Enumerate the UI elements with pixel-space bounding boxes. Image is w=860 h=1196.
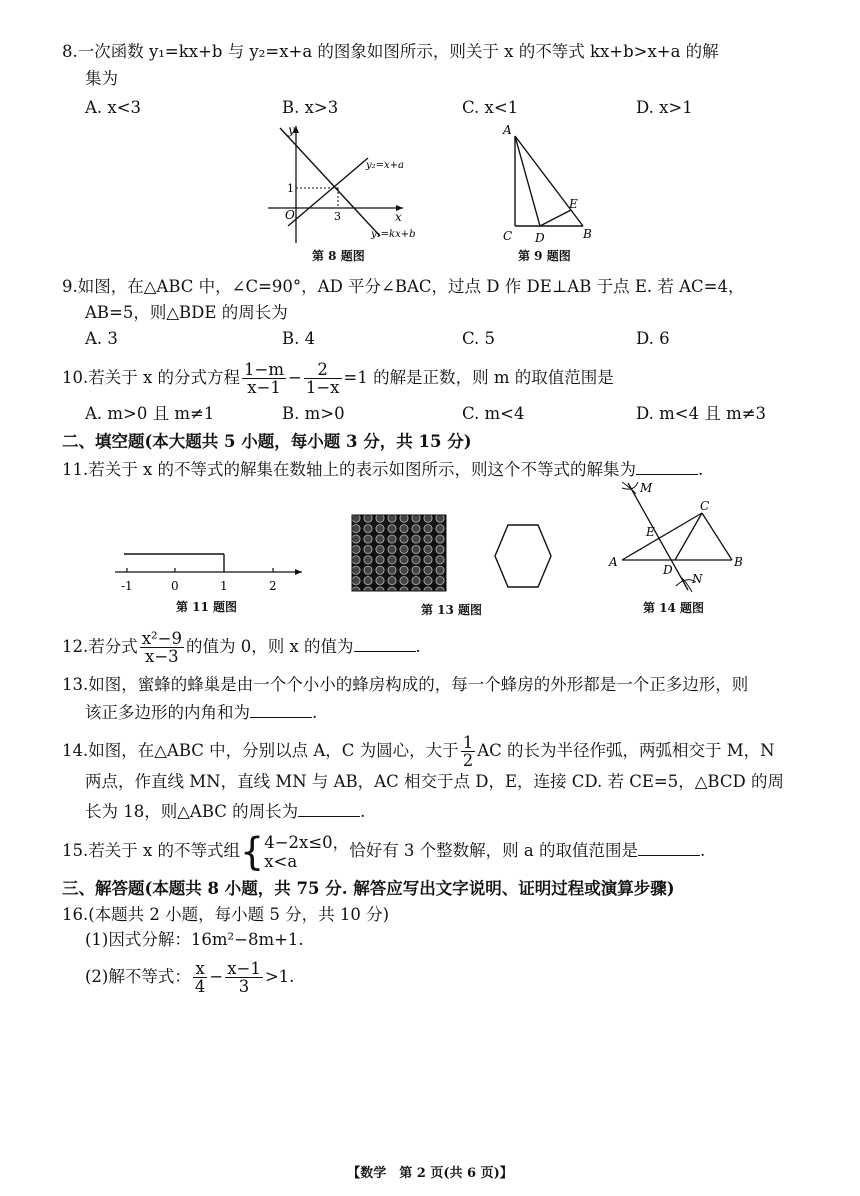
- q14-line1: [62, 733, 775, 769]
- q16-part1: (1)因式分解：16m²−8m+1.: [85, 930, 304, 949]
- q8-axis-x: x: [395, 210, 402, 224]
- q8-caption: 第 8 题图: [312, 249, 365, 263]
- q14-answer-blank[interactable]: [298, 802, 360, 817]
- q8-axis-y: y: [288, 123, 295, 137]
- q11-text: 11.若关于 x 的不等式的解集在数轴上的表示如图所示，则这个不等式的解集为: [62, 460, 637, 479]
- q8-line2: 集为: [85, 69, 118, 88]
- q8-label-y2: y₂=x+a: [366, 160, 405, 171]
- q16-fraction-2: [225, 960, 263, 995]
- q10-fraction-2: [304, 361, 342, 396]
- q10-suffix: =1 的解是正数，则 m 的取值范围是: [343, 368, 614, 387]
- q8-line1: 8.一次函数 y₁=kx+b 与 y₂=x+a 的图象如图所示，则关于 x 的不等式 kx+b>x+a 的解: [62, 42, 719, 61]
- q14-l1-prefix: 14.如图，在△ABC 中，分别以点 A，C 为圆心，大于: [62, 741, 459, 760]
- q12-den: x−3: [145, 647, 179, 666]
- q14-label-a: A: [609, 555, 618, 569]
- q13-answer-blank[interactable]: [250, 703, 312, 718]
- q9-label-d: D: [535, 231, 545, 244]
- q13-line2-text: 该正多边形的内角和为: [85, 703, 250, 722]
- q16-head: 16.(本题共 2 小题，每小题 5 分，共 10 分): [62, 905, 390, 924]
- q16-f1-num: x: [193, 960, 208, 978]
- q11-end: .: [698, 460, 704, 479]
- q11-caption: 第 11 题图: [176, 600, 238, 614]
- q14-label-n: N: [692, 572, 703, 586]
- q15-ineq2: x<a: [264, 851, 298, 871]
- q9-line1: 9.如图，在△ABC 中，∠C=90°，AD 平分∠BAC，过点 D 作 DE⊥AB 于点 E. 若 AC=4，: [62, 277, 745, 296]
- q9-figure: [495, 116, 605, 244]
- q14-label-d: D: [663, 563, 673, 577]
- q12-suffix: 的值为 0，则 x 的值为: [186, 637, 354, 656]
- q15-answer-blank[interactable]: [638, 841, 700, 856]
- q16-minus: −: [209, 967, 224, 986]
- q10-frac1-num: 1−m: [244, 360, 285, 379]
- q9-option-c: C. 5: [462, 329, 496, 348]
- q9-option-a: A. 3: [85, 329, 118, 348]
- q16-f2-den: 3: [238, 977, 250, 996]
- q10-option-b: B. m>0: [282, 404, 345, 423]
- q15-system: [264, 833, 349, 871]
- q8-tick-y: 1: [287, 182, 294, 195]
- q12-stem: [62, 625, 421, 669]
- q14-label-e: E: [646, 525, 655, 539]
- q9-label-e: E: [569, 197, 578, 211]
- q10-frac1-den: x−1: [247, 378, 281, 397]
- q16-f2-num: x−1: [227, 959, 261, 978]
- q9-caption: 第 9 题图: [518, 249, 571, 263]
- q10-fraction-1: [242, 361, 286, 396]
- section-3-heading: 三、解答题(本题共 8 小题，共 75 分. 解答应写出文字说明、证明过程或演算步骤): [62, 879, 675, 898]
- q16-f1-den: 4: [194, 977, 206, 996]
- q15-end: .: [700, 841, 706, 860]
- q14-label-b: B: [734, 555, 743, 569]
- q12-fraction: [140, 630, 184, 665]
- q11-tick-1: 1: [220, 579, 228, 593]
- q16-part2: [85, 956, 294, 998]
- q14-line2: 两点，作直线 MN，直线 MN 与 AB，AC 相交于点 D，E，连接 CD. 若 CE=5，△BCD 的周: [85, 772, 784, 791]
- q12-end: .: [415, 637, 421, 656]
- q8-option-d: D. x>1: [636, 98, 693, 117]
- q14-line3-text: 长为 18，则△ABC 的周长为: [85, 802, 299, 821]
- q14-line3: [85, 801, 365, 823]
- q15-prefix: 15.若关于 x 的不等式组: [62, 841, 241, 860]
- q10-minus: −: [288, 368, 302, 387]
- q13-hexagon-figure: [488, 520, 558, 592]
- q10-option-d: D. m<4 且 m≠3: [636, 404, 767, 423]
- q14-half-num: 1: [462, 733, 474, 752]
- q10-stem: [62, 358, 614, 398]
- q10-frac2-den: 1−x: [305, 378, 340, 397]
- q10-prefix: 10.若关于 x 的分式方程: [62, 368, 241, 387]
- q13-honeycomb-figure: [350, 513, 450, 595]
- q15-stem: [62, 830, 705, 872]
- q12-answer-blank[interactable]: [354, 637, 416, 652]
- q8-option-b: B. x>3: [282, 98, 339, 117]
- q11-answer-blank[interactable]: [636, 460, 698, 475]
- q16-fraction-1: [193, 960, 208, 995]
- q10-option-c: C. m<4: [462, 404, 525, 423]
- q14-half: [461, 734, 476, 769]
- page-footer: 【数学 第 2 页(共 6 页)】: [347, 1166, 513, 1181]
- q9-line2: AB=5，则△BDE 的周长为: [85, 303, 288, 322]
- q8-label-y1: y₁=kx+b: [371, 229, 416, 240]
- q13-caption: 第 13 题图: [421, 603, 483, 617]
- q11-figure: [110, 540, 310, 600]
- q14-end: .: [360, 802, 366, 821]
- q14-half-den: 2: [462, 751, 474, 770]
- section-2-heading: 二、填空题(本大题共 5 小题，每小题 3 分，共 15 分): [62, 432, 472, 451]
- q14-label-c: C: [700, 499, 710, 513]
- q11-tick-neg1: -1: [121, 579, 133, 593]
- q10-frac2-num: 2: [304, 361, 342, 379]
- q13-line1: 13.如图，蜜蜂的蜂巢是由一个个小小的蜂房构成的，每一个蜂房的外形都是一个正多边形，则: [62, 675, 749, 694]
- q15-ineq1: 4−2x≤0，: [264, 832, 350, 852]
- q16-part2-prefix: (2)解不等式：: [85, 967, 191, 986]
- q11-tick-2: 2: [269, 579, 277, 593]
- q8-tick-x: 3: [334, 210, 341, 223]
- q13-line2: [85, 702, 317, 724]
- q8-option-c: C. x<1: [462, 98, 519, 117]
- q16-part2-suffix: >1.: [264, 967, 295, 986]
- q11-tick-0: 0: [171, 579, 179, 593]
- q12-num: x²−9: [141, 629, 182, 648]
- q8-option-a: A. x<3: [85, 98, 142, 117]
- q8-origin: O: [285, 208, 295, 222]
- q14-label-m: M: [640, 481, 653, 495]
- q12-prefix: 12.若分式: [62, 637, 138, 656]
- q9-label-b: B: [583, 227, 592, 241]
- q9-option-d: D. 6: [636, 329, 670, 348]
- q15-suffix: 恰好有 3 个整数解，则 a 的取值范围是: [349, 841, 639, 860]
- q8-figure: [258, 118, 428, 246]
- q13-end: .: [312, 703, 318, 722]
- q9-label-c: C: [503, 229, 513, 243]
- q9-label-a: A: [503, 123, 512, 137]
- q15-brace: {: [240, 829, 265, 874]
- q14-l1-suffix: AC 的长为半径作弧，两弧相交于 M，N: [477, 741, 775, 760]
- q10-option-a: A. m>0 且 m≠1: [85, 404, 215, 423]
- q14-figure: [600, 478, 750, 594]
- q9-option-b: B. 4: [282, 329, 316, 348]
- q14-caption: 第 14 题图: [643, 601, 705, 615]
